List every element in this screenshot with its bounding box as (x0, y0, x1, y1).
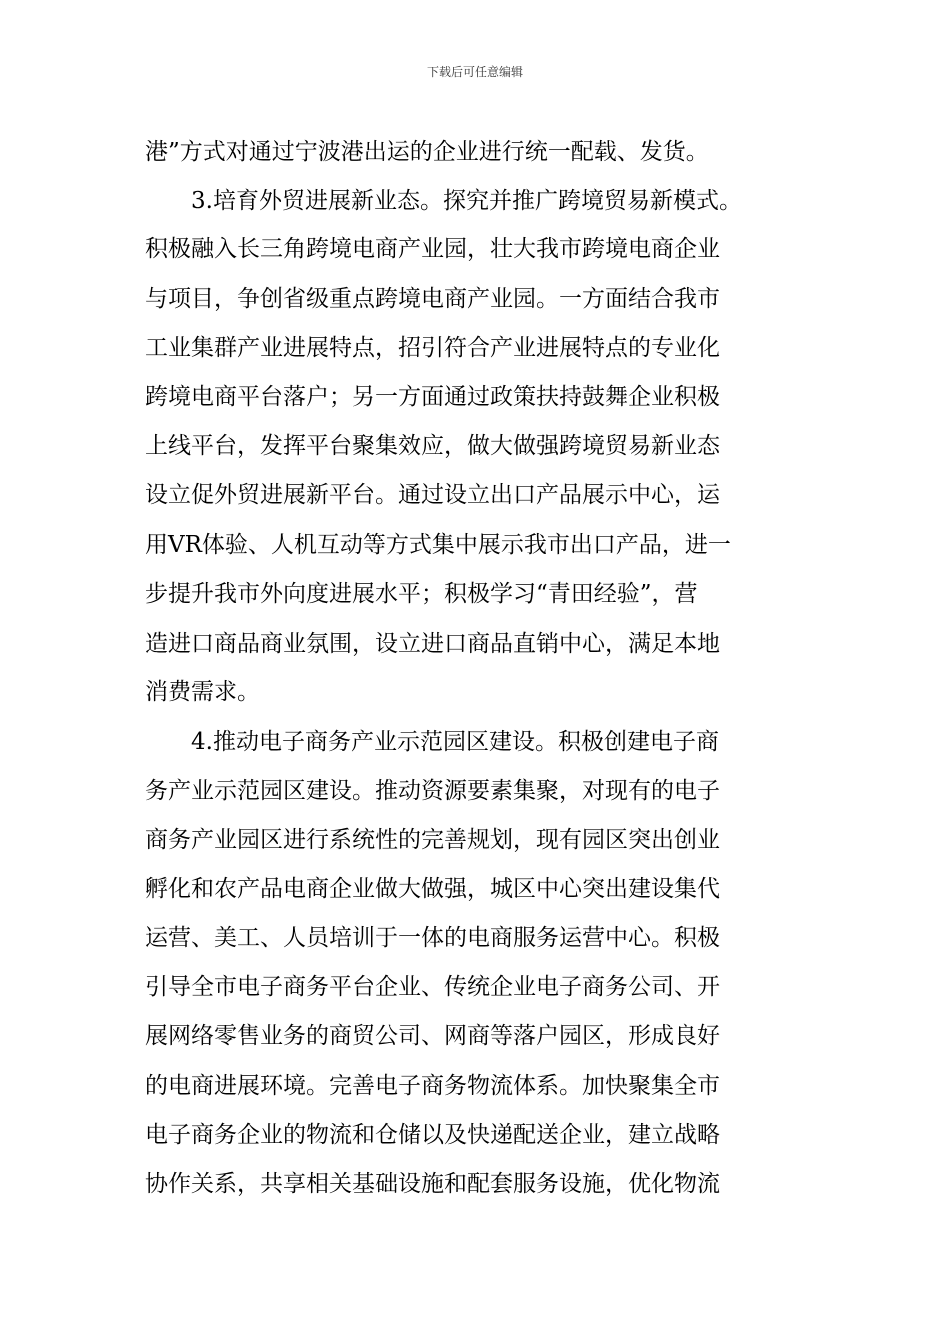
text-line: 电子商务企业的物流和仓储以及快递配送企业，建立战略 (145, 1122, 720, 1148)
text-line: 的电商进展环境。完善电子商务物流体系。加快聚集全市 (145, 1073, 720, 1099)
text-line: 与项目，争创省级重点跨境电商产业园。一方面结合我市 (145, 286, 720, 312)
text-line: 步提升我市外向度进展水平；积极学习“青田经验”，营 (145, 581, 698, 607)
text-line: 用VR体验、人机互动等方式集中展示我市出口产品，进一 (145, 532, 731, 558)
text-line: 设立促外贸进展新平台。通过设立出口产品展示中心，运 (145, 482, 720, 508)
text-line: 引导全市电子商务平台企业、传统企业电子商务公司、开 (145, 974, 720, 1000)
page-header: 下载后可任意编辑 (426, 65, 523, 79)
text-line: 商务产业园区进行系统性的完善规划，现有园区突出创业 (145, 827, 720, 853)
text-line: 3.培育外贸进展新业态。探究并推广跨境贸易新模式。 (145, 188, 742, 214)
text-line: 积极融入长三角跨境电商产业园，壮大我市跨境电商企业 (145, 236, 720, 262)
text-line: 跨境电商平台落户；另一方面通过政策扶持鼓舞企业积极 (145, 384, 720, 410)
text-line: 运营、美工、人员培训于一体的电商服务运营中心。积极 (145, 925, 720, 951)
text-line: 展网络零售业务的商贸公司、网商等落户园区，形成良好 (145, 1023, 720, 1049)
text-line: 4.推动电子商务产业示范园区建设。积极创建电子商 (145, 729, 719, 755)
text-line: 上线平台，发挥平台聚集效应，做大做强跨境贸易新业态 (145, 433, 720, 459)
text-line: 消费需求。 (145, 679, 260, 705)
text-line: 工业集群产业进展特点，招引符合产业进展特点的专业化 (145, 335, 720, 361)
text-line: 务产业示范园区建设。推动资源要素集聚，对现有的电子 (145, 778, 720, 804)
text-line: 港”方式对通过宁波港出运的企业进行统一配载、发货。 (145, 139, 709, 165)
text-line: 协作关系，共享相关基础设施和配套服务设施，优化物流 (145, 1171, 720, 1197)
text-line: 孵化和农产品电商企业做大做强，城区中心突出建设集代 (145, 876, 720, 902)
text-line: 造进口商品商业氛围，设立进口商品直销中心，满足本地 (145, 631, 720, 657)
